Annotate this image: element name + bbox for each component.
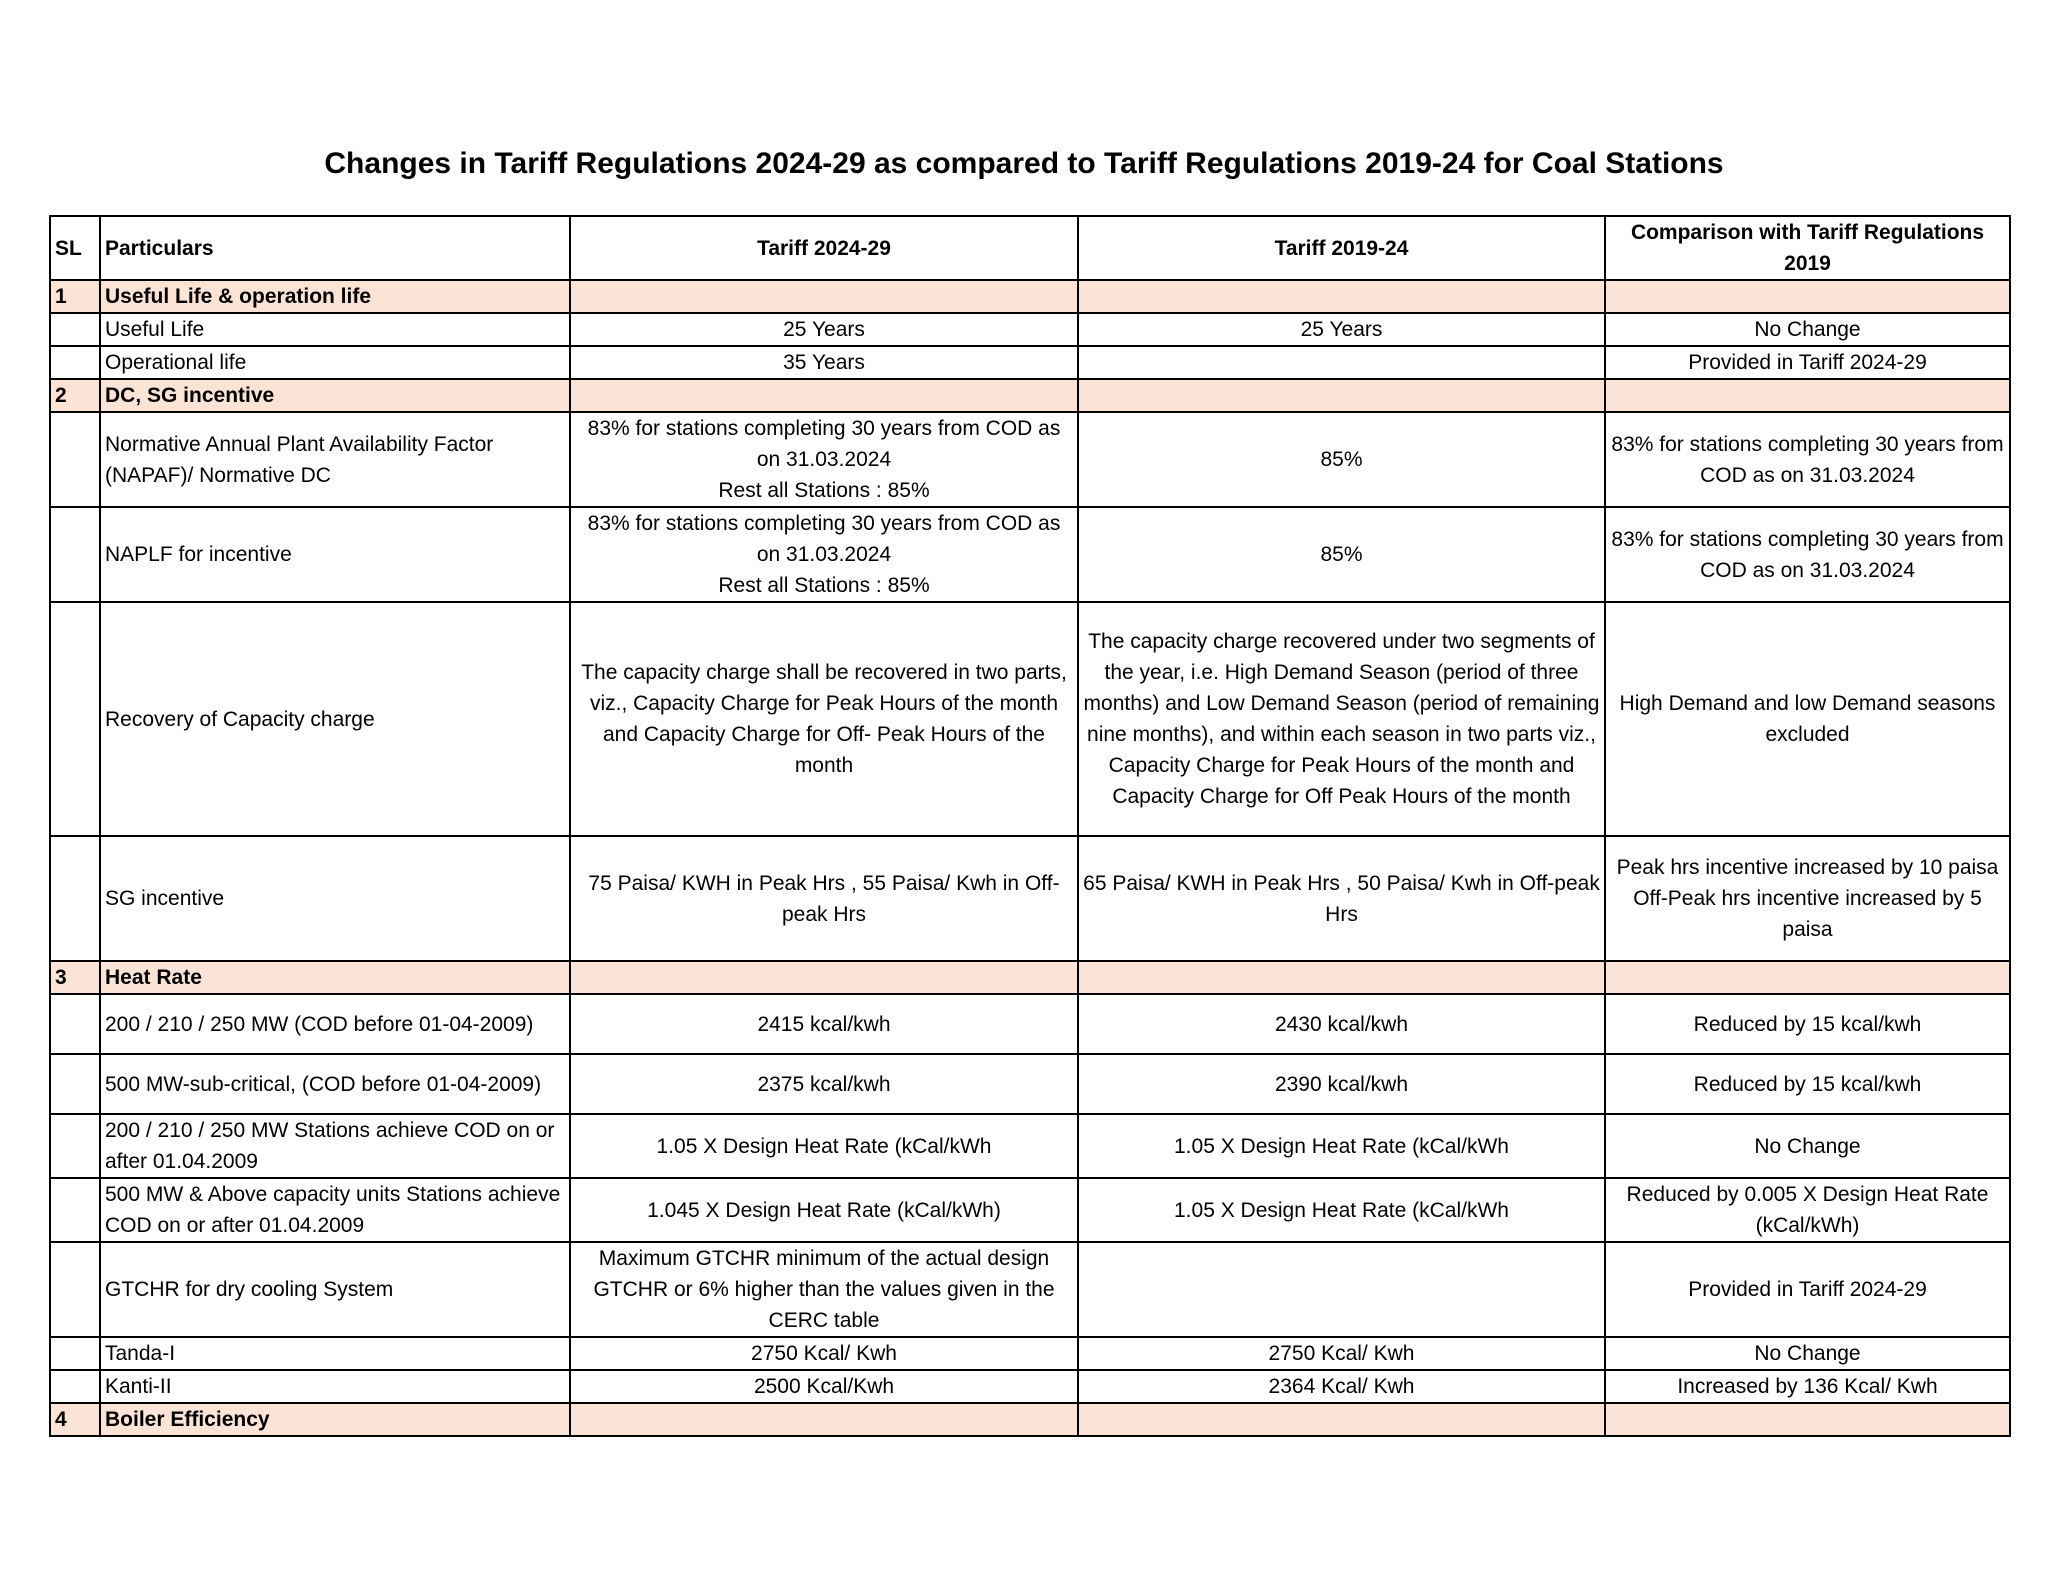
sl-cell — [50, 1114, 100, 1178]
sl-cell — [50, 1337, 100, 1370]
table-row — [50, 1337, 2010, 1370]
table-row — [50, 507, 2010, 602]
section-empty-cell — [1605, 280, 2010, 313]
tariff-2024-cell: Maximum GTCHR minimum of the actual design GTCHR or 6% higher than the values given in the CERC table — [570, 1242, 1078, 1337]
section-empty-cell — [1078, 280, 1605, 313]
tariff-2024-cell: 25 Years — [570, 313, 1078, 346]
tariff-2024-cell: 75 Paisa/ KWH in Peak Hrs , 55 Paisa/ Kwh in Off-peak Hrs — [570, 836, 1078, 961]
particulars-cell: Kanti-II — [100, 1370, 570, 1403]
particulars-cell: 500 MW-sub-critical, (COD before 01-04-2009) — [100, 1054, 570, 1114]
section-empty-cell — [1078, 379, 1605, 412]
table-row — [50, 313, 2010, 346]
sl-cell — [50, 1054, 100, 1114]
tariff-2024-cell: 35 Years — [570, 346, 1078, 379]
tariff-2019-cell: 2750 Kcal/ Kwh — [1078, 1337, 1605, 1370]
tariff-2024-cell: 83% for stations completing 30 years from COD as on 31.03.2024 Rest all Stations : 85% — [570, 507, 1078, 602]
section-sl: 2 — [50, 379, 100, 412]
tariff-2024-cell: 83% for stations completing 30 years from COD as on 31.03.2024 Rest all Stations : 85% — [570, 412, 1078, 507]
tariff-2019-cell: 1.05 X Design Heat Rate (kCal/kWh — [1078, 1114, 1605, 1178]
comparison-cell: 83% for stations completing 30 years from COD as on 31.03.2024 — [1605, 412, 2010, 507]
section-sl: 4 — [50, 1403, 100, 1436]
sl-cell — [50, 1370, 100, 1403]
section-empty-cell — [570, 1403, 1078, 1436]
table-body — [50, 280, 2010, 1436]
table-row — [50, 412, 2010, 507]
sl-cell — [50, 602, 100, 836]
section-title: DC, SG incentive — [100, 379, 570, 412]
particulars-cell: NAPLF for incentive — [100, 507, 570, 602]
sl-cell — [50, 313, 100, 346]
table-row — [50, 346, 2010, 379]
particulars-cell: Operational life — [100, 346, 570, 379]
sl-cell — [50, 507, 100, 602]
comparison-cell: Reduced by 15 kcal/kwh — [1605, 1054, 2010, 1114]
comparison-cell: Peak hrs incentive increased by 10 paisa Off-Peak hrs incentive increased by 5 paisa — [1605, 836, 2010, 961]
sl-cell — [50, 1242, 100, 1337]
section-empty-cell — [570, 280, 1078, 313]
header-tariff-2019-24: Tariff 2019-24 — [1078, 216, 1605, 280]
tariff-2019-cell: 2390 kcal/kwh — [1078, 1054, 1605, 1114]
table-row — [50, 1178, 2010, 1242]
section-empty-cell — [570, 379, 1078, 412]
section-row — [50, 379, 2010, 412]
header-sl: SL — [50, 216, 100, 280]
particulars-cell: SG incentive — [100, 836, 570, 961]
tariff-2024-cell: 1.045 X Design Heat Rate (kCal/kWh) — [570, 1178, 1078, 1242]
table-row — [50, 1370, 2010, 1403]
sl-cell — [50, 994, 100, 1054]
tariff-2019-cell: The capacity charge recovered under two segments of the year, i.e. High Demand Season (period of three months) and Low Demand Season (period of remaining nine months), and within each season in two parts viz., Capacity Charge for Peak Hours of the month and Capacity Charge for Off Peak Hours of the month — [1078, 602, 1605, 836]
particulars-cell: Useful Life — [100, 313, 570, 346]
section-empty-cell — [1605, 379, 2010, 412]
header-comparison: Comparison with Tariff Regulations 2019 — [1605, 216, 2010, 280]
particulars-cell: GTCHR for dry cooling System — [100, 1242, 570, 1337]
comparison-cell: Reduced by 15 kcal/kwh — [1605, 994, 2010, 1054]
table-row — [50, 994, 2010, 1054]
particulars-cell: 500 MW & Above capacity units Stations achieve COD on or after 01.04.2009 — [100, 1178, 570, 1242]
comparison-cell: Reduced by 0.005 X Design Heat Rate (kCal/kWh) — [1605, 1178, 2010, 1242]
particulars-cell: Tanda-I — [100, 1337, 570, 1370]
table-row — [50, 1242, 2010, 1337]
section-title: Boiler Efficiency — [100, 1403, 570, 1436]
tariff-2024-cell: 2750 Kcal/ Kwh — [570, 1337, 1078, 1370]
section-sl: 1 — [50, 280, 100, 313]
tariff-2024-cell: 1.05 X Design Heat Rate (kCal/kWh — [570, 1114, 1078, 1178]
tariff-2019-cell: 85% — [1078, 507, 1605, 602]
section-row — [50, 961, 2010, 994]
table-row — [50, 836, 2010, 961]
tariff-2024-cell: 2500 Kcal/Kwh — [570, 1370, 1078, 1403]
section-empty-cell — [1605, 1403, 2010, 1436]
document-title: Changes in Tariff Regulations 2024-29 as compared to Tariff Regulations 2019-24 for Coal Stations — [324, 147, 1724, 180]
tariff-2024-cell: The capacity charge shall be recovered in two parts, viz., Capacity Charge for Peak Hours of the month and Capacity Charge for Off- Peak Hours of the month — [570, 602, 1078, 836]
tariff-2019-cell — [1078, 346, 1605, 379]
section-title: Useful Life & operation life — [100, 280, 570, 313]
section-row — [50, 1403, 2010, 1436]
particulars-cell: Normative Annual Plant Availability Factor (NAPAF)/ Normative DC — [100, 412, 570, 507]
sl-cell — [50, 1178, 100, 1242]
tariff-2024-cell: 2415 kcal/kwh — [570, 994, 1078, 1054]
tariff-2024-cell: 2375 kcal/kwh — [570, 1054, 1078, 1114]
particulars-cell: 200 / 210 / 250 MW Stations achieve COD on or after 01.04.2009 — [100, 1114, 570, 1178]
tariff-2019-cell: 2364 Kcal/ Kwh — [1078, 1370, 1605, 1403]
section-empty-cell — [1605, 961, 2010, 994]
tariff-2019-cell: 25 Years — [1078, 313, 1605, 346]
section-sl: 3 — [50, 961, 100, 994]
header-row — [50, 216, 2010, 280]
section-empty-cell — [570, 961, 1078, 994]
sl-cell — [50, 836, 100, 961]
tariff-2019-cell: 2430 kcal/kwh — [1078, 994, 1605, 1054]
particulars-cell: Recovery of Capacity charge — [100, 602, 570, 836]
section-empty-cell — [1078, 961, 1605, 994]
tariff-2019-cell — [1078, 1242, 1605, 1337]
comparison-cell: Provided in Tariff 2024-29 — [1605, 346, 2010, 379]
comparison-cell: No Change — [1605, 313, 2010, 346]
tariff-comparison-table — [49, 215, 2011, 1437]
sl-cell — [50, 346, 100, 379]
table-row — [50, 1114, 2010, 1178]
particulars-cell: 200 / 210 / 250 MW (COD before 01-04-2009) — [100, 994, 570, 1054]
comparison-cell: 83% for stations completing 30 years from COD as on 31.03.2024 — [1605, 507, 2010, 602]
section-row — [50, 280, 2010, 313]
sl-cell — [50, 412, 100, 507]
header-particulars: Particulars — [100, 216, 570, 280]
section-empty-cell — [1078, 1403, 1605, 1436]
comparison-cell: Provided in Tariff 2024-29 — [1605, 1242, 2010, 1337]
table-row — [50, 1054, 2010, 1114]
comparison-cell: High Demand and low Demand seasons excluded — [1605, 602, 2010, 836]
comparison-cell: No Change — [1605, 1114, 2010, 1178]
comparison-cell: Increased by 136 Kcal/ Kwh — [1605, 1370, 2010, 1403]
tariff-2019-cell: 1.05 X Design Heat Rate (kCal/kWh — [1078, 1178, 1605, 1242]
table-row — [50, 602, 2010, 836]
comparison-cell: No Change — [1605, 1337, 2010, 1370]
section-title: Heat Rate — [100, 961, 570, 994]
header-tariff-2024-29: Tariff 2024-29 — [570, 216, 1078, 280]
tariff-2019-cell: 65 Paisa/ KWH in Peak Hrs , 50 Paisa/ Kwh in Off-peak Hrs — [1078, 836, 1605, 961]
tariff-2019-cell: 85% — [1078, 412, 1605, 507]
